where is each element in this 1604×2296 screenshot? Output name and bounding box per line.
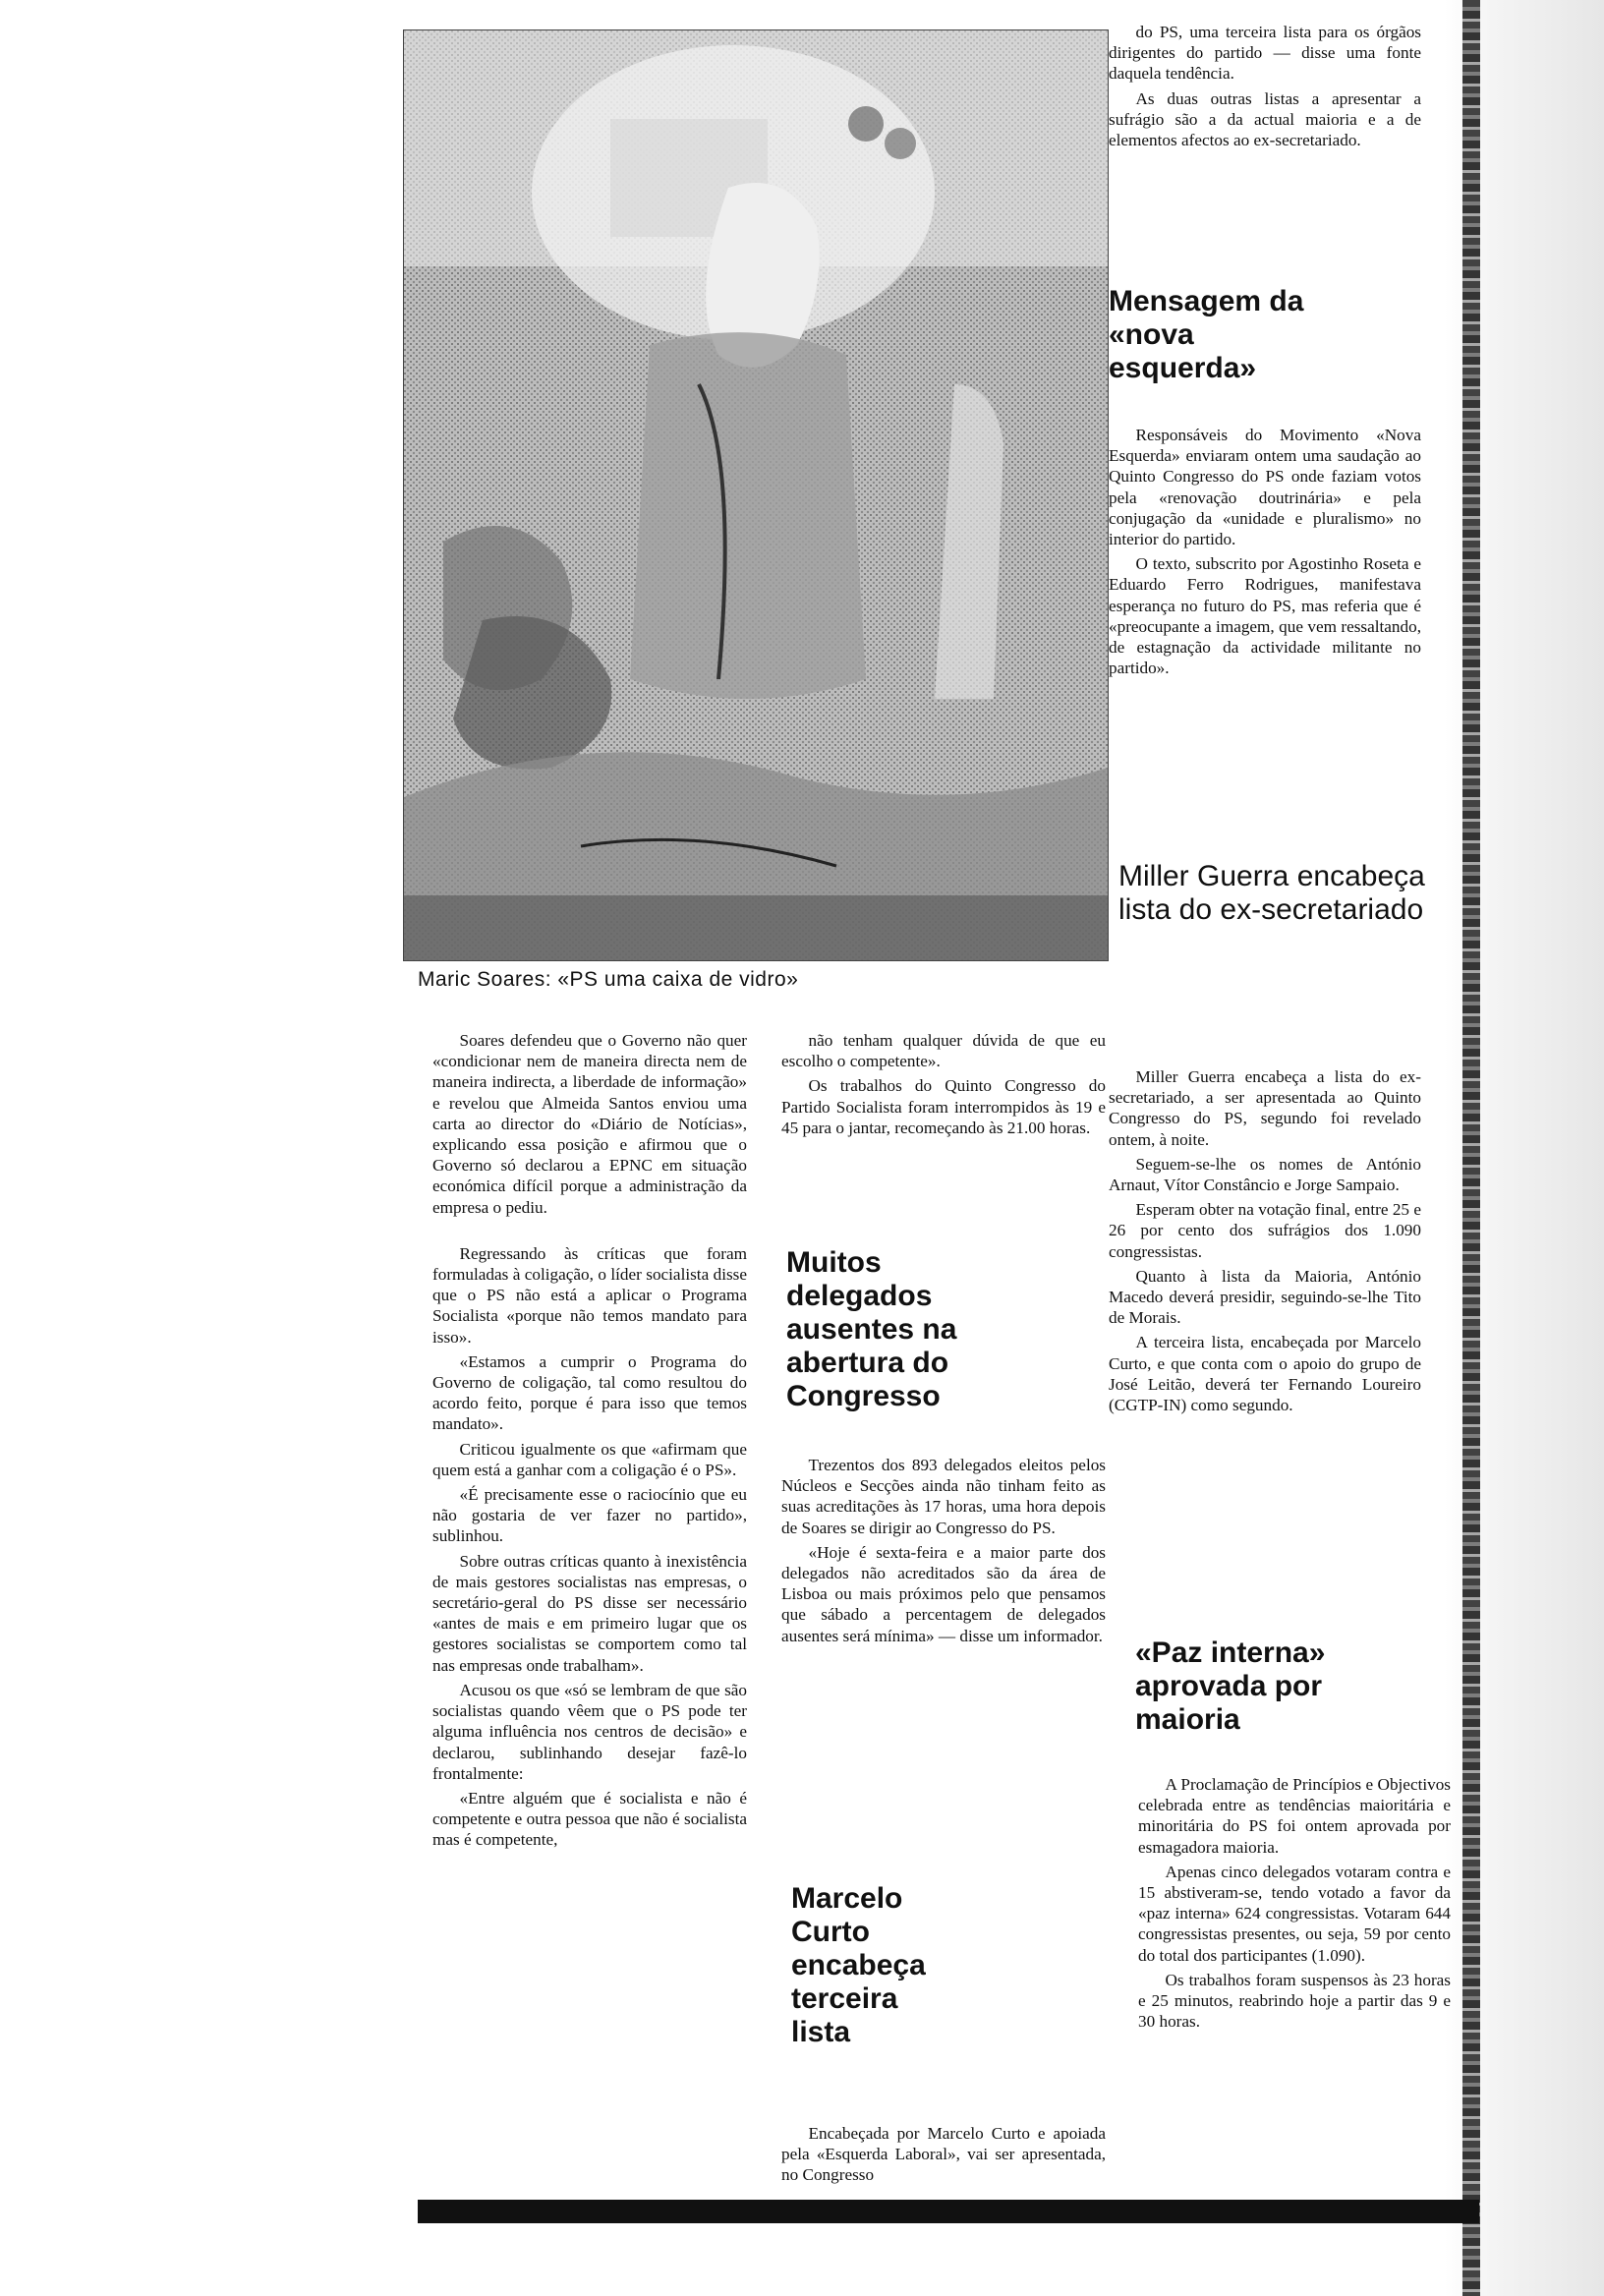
paragraph: Responsáveis do Movimento «Nova Esquerda» enviaram ontem uma saudação ao Quinto Congresso do PS onde faziam votos pela «renovação doutrinária» e pela conjugação da «unidade e pluralismo» no interior do partido. bbox=[1109, 426, 1421, 549]
article-miller-guerra bbox=[1118, 860, 1443, 927]
article-nova-esquerda bbox=[1109, 285, 1315, 385]
paragraph: Quanto à lista da Maioria, António Macedo deverá presidir, seguindo-se-lhe Tito de Morais. bbox=[1109, 1266, 1421, 1328]
column-1 bbox=[432, 1030, 747, 1855]
paragraph: Soares defendeu que o Governo não quer «condicionar nem de maneira directa nem de maneira indirecta, a liberdade de informação» e revelou que Almeida Santos enviou uma carta ao director do «Diário de Notícias», explicando essa posição e afirmou que o Governo só declarou a EPNC em situação económica difícil porque a administração da empresa o pediu. bbox=[432, 1031, 747, 1217]
article-muitos-delegados-body bbox=[781, 1455, 1106, 1650]
paragraph: Encabeçada por Marcelo Curto e apoiada pela «Esquerda Laboral», vai ser apresentada, no Congresso bbox=[781, 2124, 1106, 2185]
paragraph: A terceira lista, encabeçada por Marcelo Curto, e que conta com o apoio do grupo de José Leitão, deverá ter Fernando Loureiro (CGTP-IN) como segundo. bbox=[1109, 1333, 1421, 1415]
photo-image bbox=[404, 30, 1108, 960]
article-nova-esquerda-body bbox=[1109, 425, 1421, 682]
headline-nova-esquerda: Mensagem da «nova esquerda» bbox=[1109, 285, 1304, 384]
paragraph: Miller Guerra encabeça a lista do ex-secretariado, a ser apresentada ao Quinto Congresso do PS, segundo foi revelado ontem, à noite. bbox=[1109, 1067, 1421, 1149]
paragraph: «Hoje é sexta-feira e a maior parte dos delegados não acreditados são da área de Lisboa ou mais próximos pelo que pensamos que sábado a percentagem de delegados ausentes será mínima» — disse um informador. bbox=[781, 1542, 1106, 1645]
headline-paz-interna: «Paz interna» aprovada por maioria bbox=[1135, 1636, 1326, 1736]
paragraph: Trezentos dos 893 delegados eleitos pelos Núcleos e Secções ainda não tinham feito as suas acreditações às 17 horas, uma hora depois de Soares se dirigir ao Congresso do PS. bbox=[781, 1456, 1106, 1537]
article-miller-guerra-body bbox=[1109, 1066, 1421, 1419]
paragraph: O texto, subscrito por Agostinho Roseta e Eduardo Ferro Rodrigues, manifestava esperança no futuro do PS, mas referia que é «preocupante a imagem, que vem ressaltando, de estagnação da actividade militante no partido». bbox=[1109, 554, 1421, 678]
headline-miller-guerra: Miller Guerra encabeça lista do ex-secretariado bbox=[1118, 860, 1425, 926]
article-marcelo-curto-body bbox=[781, 2123, 1106, 2190]
paragraph: As duas outras listas a apresentar a sufrágio são a da actual maioria e a de elementos afectos ao ex-secretariado. bbox=[1109, 88, 1421, 150]
paragraph: Os trabalhos foram suspensos às 23 horas e 25 minutos, reabrindo hoje a partir das 9 e 30 horas. bbox=[1138, 1970, 1451, 2032]
photo-caption: Maric Soares: «PS uma caixa de vidro» bbox=[418, 968, 799, 991]
paragraph: Os trabalhos do Quinto Congresso do Partido Socialista foram interrompidos às 19 e 45 para o jantar, recomeçando às 21.00 horas. bbox=[781, 1076, 1106, 1137]
book-spine bbox=[1462, 0, 1480, 2296]
paragraph: Sobre outras críticas quanto à inexistência de mais gestores socialistas nas empresas, o secretário-geral do PS disse ser necessário «antes de mais e em primeiro lugar que os gestores socialistas se comportem como tal nas empresas onde trabalham». bbox=[432, 1551, 747, 1675]
photo-mario-soares bbox=[403, 29, 1109, 961]
paragraph: Esperam obter na votação final, entre 25 e 26 por cento dos sufrágios dos 1.090 congressistas. bbox=[1109, 1200, 1421, 1261]
column-2 bbox=[781, 1030, 1106, 1142]
article-muitos-delegados bbox=[786, 1246, 1022, 1413]
article-paz-interna bbox=[1135, 1636, 1361, 1737]
headline-muitos-delegados: Muitos delegados ausentes na abertura do Congresso bbox=[786, 1246, 957, 1412]
column-3 bbox=[1109, 22, 1421, 154]
headline-marcelo-curto: Marcelo Curto encabeça terceira lista bbox=[791, 1882, 926, 2048]
paragraph: Apenas cinco delegados votaram contra e 15 abstiveram-se, tendo votado a favor da «paz interna» 624 congressistas. Votaram 644 congressistas presentes, ou seja, 59 por cento do total dos participantes (1.090). bbox=[1138, 1862, 1451, 1965]
paragraph: A Proclamação de Princípios e Objectivos celebrada entre as tendências maioritária e minoritária do PS foi ontem aprovada por esmagadora maioria. bbox=[1138, 1775, 1451, 1857]
paragraph: «Entre alguém que é socialista e não é competente e outra pessoa que não é socialista mas é competente, bbox=[432, 1788, 747, 1850]
bottom-rule bbox=[418, 2200, 1479, 2223]
paragraph: Seguem-se-lhe os nomes de António Arnaut, Vítor Constâncio e Jorge Sampaio. bbox=[1109, 1154, 1421, 1195]
paragraph: Criticou igualmente os que «afirmam que quem está a ganhar com a coligação é o PS». bbox=[432, 1439, 747, 1479]
paragraph: «Estamos a cumprir o Programa do Governo de coligação, tal como resultou do acordo feito, porque é para isso que temos mandato». bbox=[432, 1351, 747, 1434]
paragraph: Acusou os que «só se lembram de que são socialistas quando vêem que o PS pode ter alguma influência nos centros de decisão» e declarou, sublinhando desejar fazê-lo frontalmente: bbox=[432, 1680, 747, 1783]
paragraph: Regressando às críticas que foram formuladas à coligação, o líder socialista disse que o PS não está a aplicar o Programa Socialista «porque não temos mandato para isso». bbox=[432, 1243, 747, 1347]
article-paz-interna-body bbox=[1138, 1774, 1451, 2036]
paragraph: «É precisamente esse o raciocínio que eu não gostaria de ver fazer no partido», sublinhou. bbox=[432, 1485, 747, 1546]
paragraph: não tenham qualquer dúvida de que eu escolho o competente». bbox=[781, 1031, 1106, 1071]
article-marcelo-curto bbox=[791, 1882, 958, 2049]
paragraph: do PS, uma terceira lista para os órgãos dirigentes do partido — disse uma fonte daquela tendência. bbox=[1109, 23, 1421, 84]
